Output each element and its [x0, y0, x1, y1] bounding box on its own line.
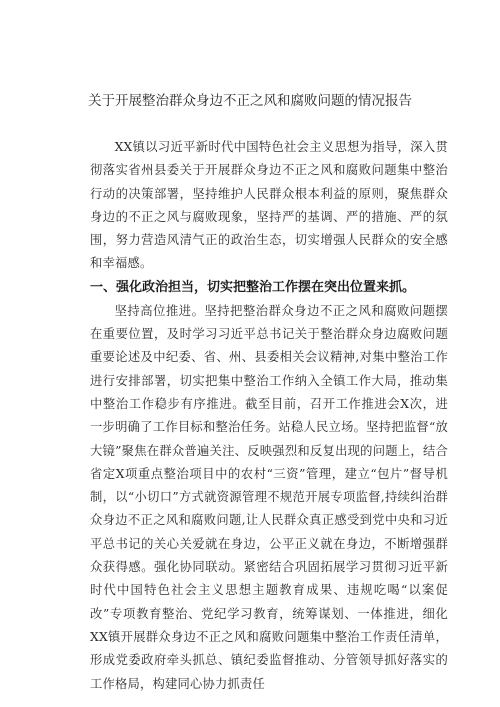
document-body: [90, 136, 448, 696]
intro-paragraph: XX镇以习近平新时代中国特色社会主义思想为指导，深入贯彻落实省州县委关于开展群众身边不正之风和腐败问题集中整治行动的决策部署，坚持维护人民群众根本利益的原则，聚焦群众身边的不正之风与腐败现象，坚持严的基调、严的措施、严的氛围，努力营造风清气正的政治生态，切实增强人民群众的安全感和幸福感。: [90, 140, 448, 271]
section-heading-1: 一、强化政治担当，切实把整治工作摆在突出位置来抓。: [90, 279, 416, 295]
section-1-paragraph: 坚持高位推进。坚持把整治群众身边不正之风和腐败问题摆在重要位置，及时学习习近平总书记关于整治群众身边腐败问题重要论述及中纪委、省、州、县委相关会议精神,对集中整治工作进行安排部署，切实把集中整治工作纳入全镇工作大局，推动集中整治工作稳步有序推进。截至目前，召开工作推进会X次，进一步明确了工作目标和整治任务。站稳人民立场。坚持把监督“放大镜”聚焦在群众普遍关注、反映强烈和反复出现的问题上，结合省定X项重点整治项目中的农村“三资”管理，建立“包片”督导机制，以“小切口”方式就资源管理不规范开展专项监督,持续纠治群众身边不正之风和腐败问题,让人民群众真正感受到党中央和习近平总书记的关心关爱就在身边，公平正义就在身边，不断增强群众获得感。强化协同联动。紧密结合巩固拓展学习贯彻习近平新时代中国特色社会主义思想主题教育成果、违规吃喝“以案促改”专项教育整治、党纪学习教育，统筹谋划、一体推进，细化XX镇开展群众身边不正之风和腐败问题集中整治工作责任清单，形成党委政府牵头抓总、镇纪委监督推动、分管领导抓好落实的工作格局，构建同心协力抓责任: [90, 303, 448, 691]
document-title: 关于开展整治群众身边不正之风和腐败问题的情况报告: [88, 93, 412, 109]
